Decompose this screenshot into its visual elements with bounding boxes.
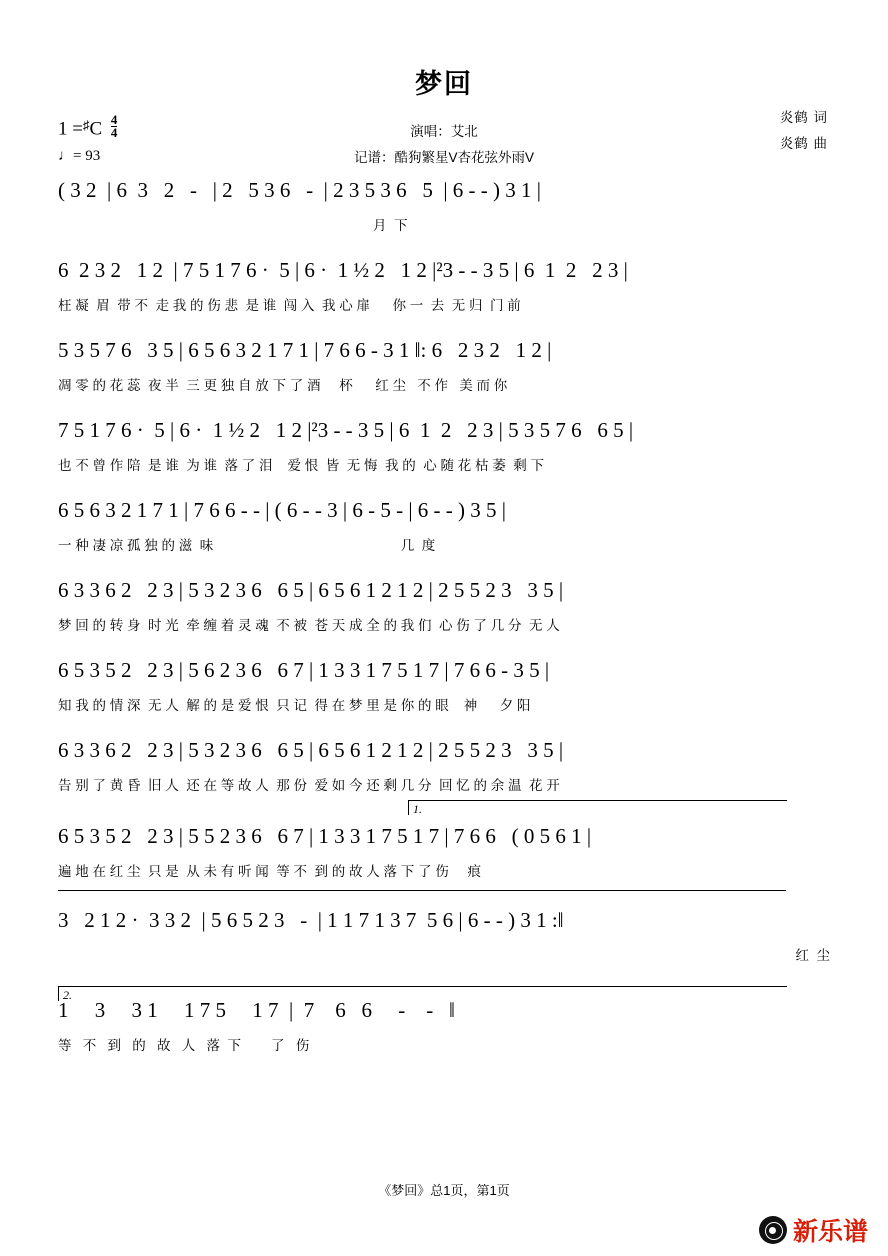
note-row: 6 2 3 2 1 2 | 7 5 1 7 6 · 5 | 6 · 1 ½ 2 1 2 |²3 - - 3 5 | 6 1 2 2 3 | [58, 258, 628, 282]
lyricist-credit: 炎鹤 词 [779, 110, 828, 125]
lyric-row: 遍 地 在 红 尘 只 是 从 未 有 听 闻 等 不 到 的 故 人 落 下 了 伤 痕 [58, 864, 482, 879]
note-row: 6 5 3 5 2 2 3 | 5 5 2 3 6 6 7 | 1 3 3 1 7 5 1 7 | 7 6 6 ( 0 5 6 1 | [58, 824, 592, 848]
key-signature [58, 114, 117, 140]
lyric-row: 等 不 到 的 故 人 落 下 了 伤 [58, 1038, 310, 1053]
second-ending-label: 2. [63, 988, 72, 1002]
lyric-row: 月 下 [58, 218, 408, 233]
note-row: 6 3 3 6 2 2 3 | 5 3 2 3 6 6 5 | 6 5 6 1 2 1 2 | 2 5 5 2 3 3 5 | [58, 738, 564, 762]
lyric-row: 枉 凝 眉 带 不 走 我 的 伤 悲 是 谁 闯 入 我 心 扉 你 一 去 无 归 门 前 [58, 298, 521, 313]
note-row: 1 3 3 1 1 7 5 1 7 | 7 6 6 - - ‖ [58, 998, 455, 1022]
music-system [58, 826, 830, 880]
music-system [58, 580, 830, 634]
note-row: 3 2 1 2 · 3 3 2 | 5 6 5 2 3 - | 1 1 7 1 3 7 5 6 | 6 - - ) 3 1 :‖ [58, 908, 564, 932]
meter-denominator: 4 [110, 125, 118, 141]
note-row: 5 3 5 7 6 3 5 | 6 5 6 3 2 1 7 1 | 7 6 6 - 3 1 ‖: 6 2 3 2 1 2 | [58, 338, 552, 362]
key-letter: C [89, 118, 103, 140]
page-title: 梦回 [415, 69, 473, 99]
music-system [58, 180, 830, 234]
music-system [58, 340, 830, 394]
first-ending-label: 1. [413, 802, 422, 816]
lyric-row: 梦 回 的 转 身 时 光 牵 缠 着 灵 魂 不 被 苍 天 成 全 的 我 们 心 伤 了 几 分 无 人 [58, 618, 560, 633]
watermark-label: 新乐谱 [792, 1218, 868, 1246]
note-row: 7 5 1 7 6 · 5 | 6 · 1 ½ 2 1 2 |²3 - - 3 5 | 6 1 2 2 3 | 5 3 5 7 6 6 5 | [58, 418, 634, 442]
music-system [58, 1000, 830, 1054]
meter-numerator: 4 [110, 112, 118, 127]
singer-credit: 演唱：艾北 [410, 124, 478, 139]
lyric-row: 告 别 了 黄 昏 旧 人 还 在 等 故 人 那 份 爱 如 今 还 剩 几 分 回 忆 的 余 温 花 开 [58, 778, 560, 793]
lyric-row: 知 我 的 情 深 无 人 解 的 是 爱 恨 只 记 得 在 梦 里 是 你 的 眼 神 夕 阳 [58, 698, 531, 713]
music-system [58, 500, 830, 554]
note-row: ( 3 2 | 6 3 2 - | 2 5 3 6 - | 2 3 5 3 6 5 | 6 - - ) 3 1 | [58, 178, 541, 202]
lyric-row: 也 不 曾 作 陪 是 谁 为 谁 落 了 泪 爱 恨 皆 无 悔 我 的 心 随 花 枯 萎 剩 下 [58, 458, 545, 473]
time-signature [111, 114, 118, 140]
music-system [58, 740, 830, 794]
arranger-credit: 记谱：酷狗繁星V杏花弦外雨V [353, 150, 534, 165]
music-system [58, 420, 830, 474]
first-ending-bracket [408, 800, 787, 815]
sharp-icon: ♯ [82, 117, 90, 133]
lyric-row: 一 种 凄 凉 孤 独 的 滋 味 几 度 [58, 538, 436, 553]
note-row: 6 3 3 6 2 2 3 | 5 3 2 3 6 6 5 | 6 5 6 1 2 1 2 | 2 5 5 2 3 3 5 | [58, 578, 564, 602]
key-signature-text: 1 = [58, 118, 83, 140]
note-row: 6 5 3 5 2 2 3 | 5 6 2 3 6 6 7 | 1 3 3 1 7 5 1 7 | 7 6 6 - 3 5 | [58, 658, 550, 682]
note-row: 6 5 6 3 2 1 7 1 | 7 6 6 - - | ( 6 - - 3 | 6 - 5 - | 6 - - ) 3 5 | [58, 498, 506, 522]
site-watermark [759, 1212, 868, 1248]
tempo-marking: ♩= 93 [58, 148, 101, 164]
vinyl-record-icon [759, 1216, 787, 1244]
composer-credit: 炎鹤 曲 [779, 136, 828, 151]
music-system [58, 660, 830, 714]
first-ending-continuation [58, 890, 786, 905]
music-system [58, 910, 830, 964]
lyric-row: 红 尘 [476, 948, 830, 963]
lyric-row: 凋 零 的 花 蕊 夜 半 三 更 独 自 放 下 了 酒 杯 红 尘 不 作 美 而 你 [58, 378, 508, 393]
music-system [58, 260, 830, 314]
page-footer: 《梦回》总1页，第1页 [378, 1183, 510, 1198]
